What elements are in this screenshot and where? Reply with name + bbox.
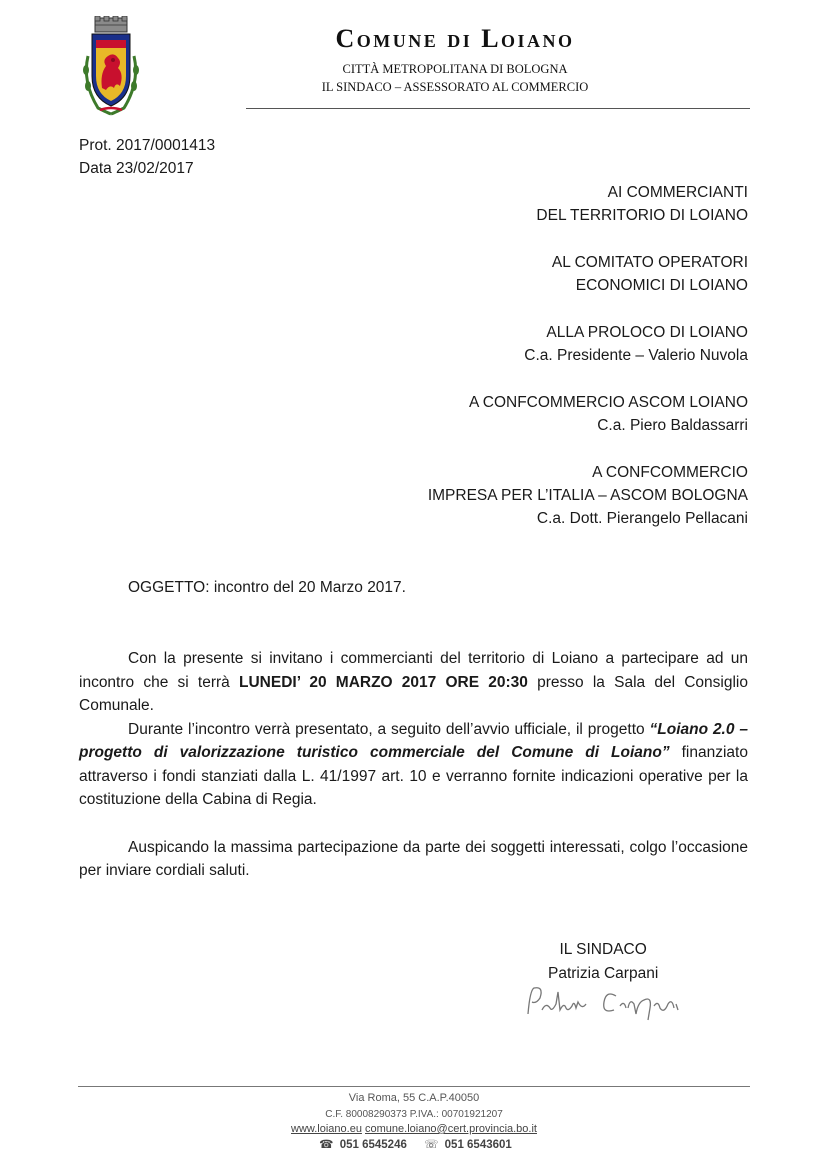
recipients-block bbox=[428, 181, 748, 530]
recipient-line: AL COMITATO OPERATORI bbox=[551, 254, 748, 271]
municipality-title: Comune di Loiano bbox=[335, 24, 575, 53]
signature-block bbox=[548, 938, 658, 986]
recipient-line: A CONFCOMMERCIO bbox=[592, 464, 748, 481]
footer bbox=[78, 1091, 750, 1153]
footer-divider bbox=[78, 1086, 750, 1087]
header-divider bbox=[246, 108, 750, 109]
recipient-commercianti bbox=[428, 181, 748, 227]
footer-links bbox=[78, 1122, 750, 1138]
recipient-line: ALLA PROLOCO DI LOIANO bbox=[546, 324, 748, 341]
phone-icon: ☎ bbox=[319, 1138, 334, 1151]
footer-fiscal: C.F. 80008290373 P.IVA.: 00701921207 bbox=[325, 1108, 503, 1120]
recipient-ascom-loiano bbox=[428, 391, 748, 437]
recipient-proloco bbox=[428, 321, 748, 367]
recipient-line: A CONFCOMMERCIO ASCOM LOIANO bbox=[468, 394, 748, 411]
protocol-date: Data 23/02/2017 bbox=[79, 160, 194, 177]
pec-email-link[interactable]: comune.loiano@cert.provincia.bo.it bbox=[365, 1123, 537, 1135]
letterhead-line-1: CITTÀ METROPOLITANA DI BOLOGNA bbox=[342, 62, 568, 76]
meeting-datetime: LUNEDI’ 20 MARZO 2017 ORE 20:30 bbox=[239, 673, 528, 691]
recipient-line: DEL TERRITORIO DI LOIANO bbox=[536, 207, 748, 224]
fax-icon: ☏ bbox=[424, 1138, 439, 1151]
recipient-comitato bbox=[428, 251, 748, 297]
recipient-line: C.a. Piero Baldassarri bbox=[597, 417, 748, 434]
letter-body bbox=[79, 647, 748, 883]
recipient-line: IMPRESA PER L’ITALIA – ASCOM BOLOGNA bbox=[427, 487, 748, 504]
phone-number: 051 6545246 bbox=[339, 1138, 407, 1151]
recipient-line: C.a. Presidente – Valerio Nuvola bbox=[524, 347, 748, 364]
handwritten-signature bbox=[520, 980, 690, 1024]
letterhead-line-2: IL SINDACO – ASSESSORATO AL COMMERCIO bbox=[321, 80, 589, 94]
fax-number: 051 6543601 bbox=[444, 1138, 512, 1151]
recipient-line: AI COMMERCIANTI bbox=[607, 184, 748, 201]
letterhead bbox=[160, 24, 750, 96]
website-link[interactable]: www.loiano.eu bbox=[291, 1123, 362, 1135]
paragraph-project: Durante l’incontro verrà presentato, a seguito dell’avvio ufficiale, il progetto “Loiano 2.0 – progetto di valorizzazione turistico commerciale del Comune di Loiano” finanziato attraverso i fondi stanziati dalla L. 41/1997 art. 10 e verranno fornite indicazioni operative per la costituzione della Cabina di Regia. bbox=[79, 720, 748, 808]
footer-address: Via Roma, 55 C.A.P.40050 bbox=[348, 1092, 480, 1104]
paragraph-invitation: Con la presente si invitano i commercianti del territorio di Loiano a partecipare ad un incontro che si terrà LUNEDI’ 20 MARZO 2017 ORE 20:30 presso la Sala del Consiglio Comunale. bbox=[79, 650, 748, 714]
project-name: “Loiano 2.0 – progetto di valorizzazione turistico commerciale del Comune di Loiano” bbox=[79, 720, 748, 761]
signer-role: IL SINDACO bbox=[559, 941, 647, 958]
municipal-crest-logo bbox=[78, 16, 144, 116]
signer-name: Patrizia Carpani bbox=[548, 965, 659, 982]
recipient-line: C.a. Dott. Pierangelo Pellacani bbox=[536, 510, 748, 527]
subject-line: OGGETTO: incontro del 20 Marzo 2017. bbox=[128, 579, 406, 596]
crown-icon bbox=[95, 16, 127, 32]
protocol-block bbox=[79, 134, 215, 180]
protocol-number: Prot. 2017/0001413 bbox=[79, 137, 216, 154]
footer-phones bbox=[78, 1138, 750, 1154]
paragraph-closing: Auspicando la massima partecipazione da parte dei soggetti interessati, colgo l’occasione per inviare cordiali saluti. bbox=[79, 838, 748, 879]
recipient-line: ECONOMICI DI LOIANO bbox=[575, 277, 748, 294]
recipient-confcommercio bbox=[428, 461, 748, 530]
